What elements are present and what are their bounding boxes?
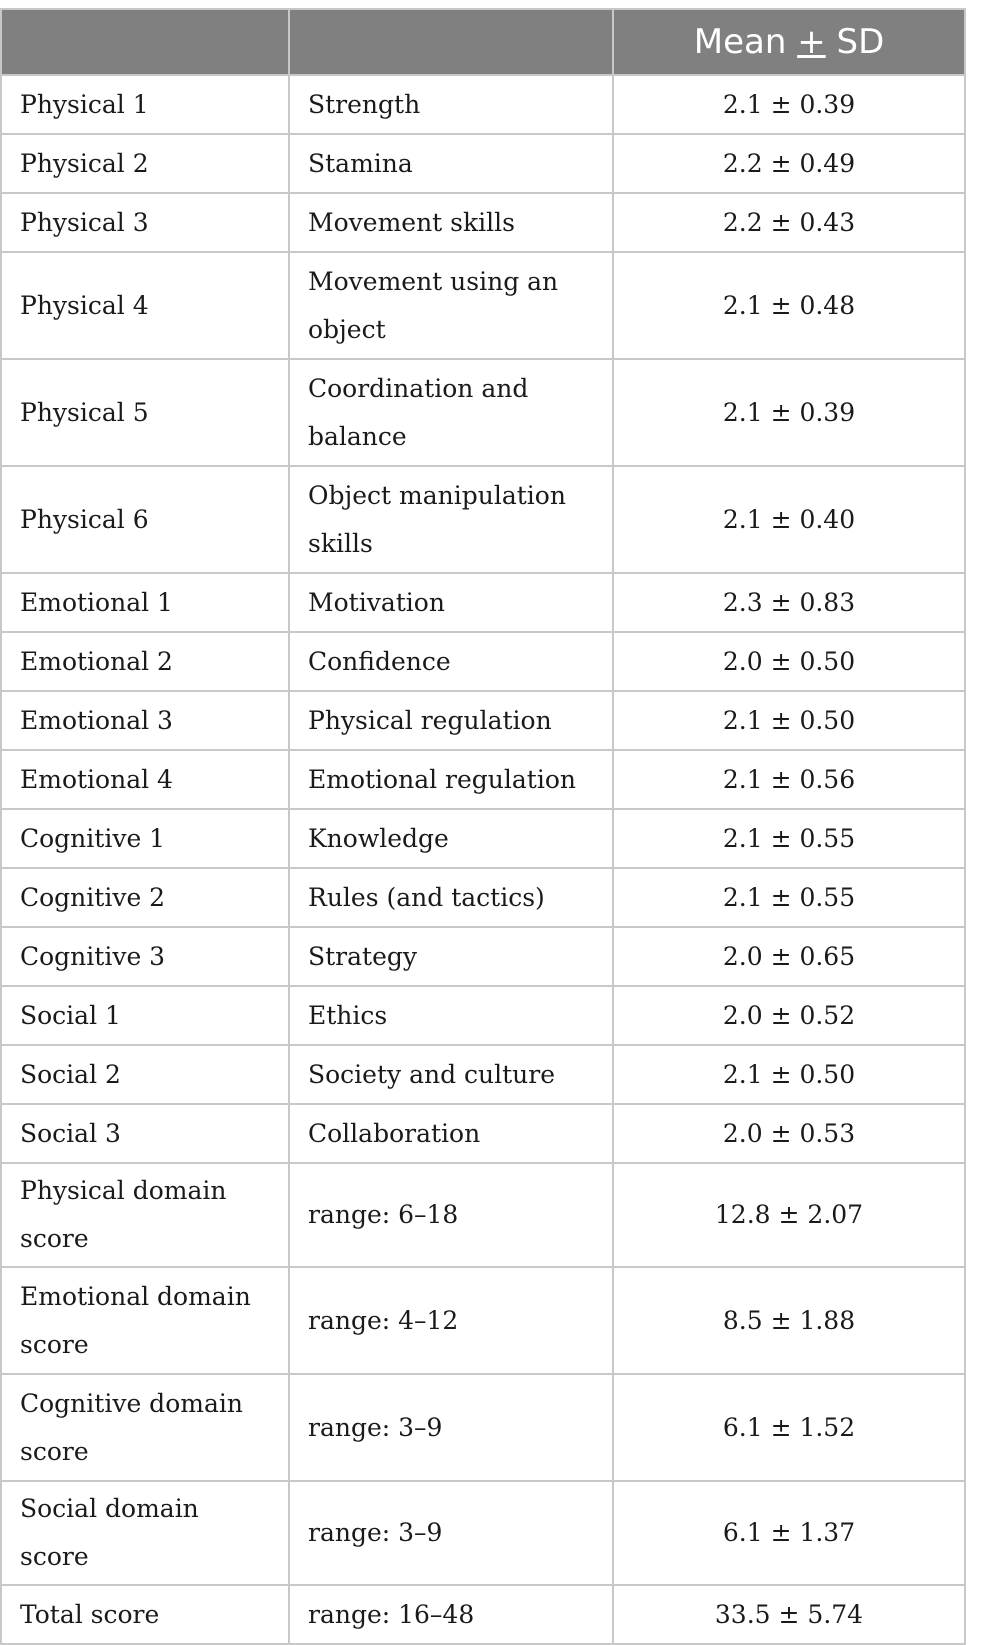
cell-description: range: 3–9 — [289, 1481, 613, 1585]
cell-mean-sd: 2.3 ± 0.83 — [613, 573, 965, 632]
cell-description: range: 16–48 — [289, 1585, 613, 1644]
cell-item: Physical 1 — [1, 75, 289, 134]
cell-item: Emotional 1 — [1, 573, 289, 632]
table-row — [1, 750, 965, 809]
table-row — [1, 1104, 965, 1163]
cell-item: Physical domain score — [1, 1163, 289, 1267]
cell-description: Movement using an object — [289, 252, 613, 359]
table-row — [1, 1045, 965, 1104]
cell-description: Collaboration — [289, 1104, 613, 1163]
table-row — [1, 134, 965, 193]
cell-description: range: 6–18 — [289, 1163, 613, 1267]
cell-mean-sd: 33.5 ± 5.74 — [613, 1585, 965, 1644]
header-mean-label: Mean — [693, 22, 798, 62]
cell-item: Cognitive 3 — [1, 927, 289, 986]
cell-mean-sd: 12.8 ± 2.07 — [613, 1163, 965, 1267]
cell-item: Total score — [1, 1585, 289, 1644]
cell-item: Cognitive 2 — [1, 868, 289, 927]
cell-item: Physical 5 — [1, 359, 289, 466]
cell-mean-sd: 2.1 ± 0.56 — [613, 750, 965, 809]
header-sd-label: SD — [825, 22, 885, 62]
cell-description: Emotional regulation — [289, 750, 613, 809]
cell-description: range: 3–9 — [289, 1374, 613, 1481]
cell-mean-sd: 2.1 ± 0.39 — [613, 75, 965, 134]
header-row — [1, 9, 965, 75]
cell-item: Physical 4 — [1, 252, 289, 359]
cell-description: Society and culture — [289, 1045, 613, 1104]
table-body — [1, 75, 965, 1644]
table-row — [1, 809, 965, 868]
cell-description: Stamina — [289, 134, 613, 193]
table-row — [1, 1481, 965, 1585]
header-plus-minus: + — [797, 22, 826, 62]
table-row — [1, 193, 965, 252]
cell-mean-sd: 2.0 ± 0.65 — [613, 927, 965, 986]
cell-description: Knowledge — [289, 809, 613, 868]
cell-mean-sd: 2.0 ± 0.53 — [613, 1104, 965, 1163]
cell-description: Strength — [289, 75, 613, 134]
table-row — [1, 359, 965, 466]
table-row — [1, 573, 965, 632]
cell-mean-sd: 2.1 ± 0.40 — [613, 466, 965, 573]
header-cell-mean-sd — [613, 9, 965, 75]
cell-item: Physical 3 — [1, 193, 289, 252]
cell-item: Cognitive 1 — [1, 809, 289, 868]
cell-item: Social 3 — [1, 1104, 289, 1163]
cell-description: Rules (and tactics) — [289, 868, 613, 927]
cell-description: Motivation — [289, 573, 613, 632]
table-row — [1, 466, 965, 573]
cell-mean-sd: 2.1 ± 0.55 — [613, 809, 965, 868]
cell-mean-sd: 8.5 ± 1.88 — [613, 1267, 965, 1374]
cell-item: Social domain score — [1, 1481, 289, 1585]
cell-item: Cognitive domain score — [1, 1374, 289, 1481]
cell-description: Movement skills — [289, 193, 613, 252]
cell-mean-sd: 2.1 ± 0.50 — [613, 691, 965, 750]
cell-mean-sd: 2.1 ± 0.50 — [613, 1045, 965, 1104]
table-row — [1, 252, 965, 359]
cell-mean-sd: 2.1 ± 0.48 — [613, 252, 965, 359]
cell-description: Strategy — [289, 927, 613, 986]
cell-item: Emotional 3 — [1, 691, 289, 750]
table-row — [1, 1585, 965, 1644]
cell-item: Emotional domain score — [1, 1267, 289, 1374]
cell-item: Social 1 — [1, 986, 289, 1045]
table-row — [1, 1163, 965, 1267]
cell-item: Physical 2 — [1, 134, 289, 193]
table-row — [1, 986, 965, 1045]
table-row — [1, 691, 965, 750]
cell-description: Physical regulation — [289, 691, 613, 750]
data-table-container — [0, 8, 964, 1645]
cell-description: Coordination and balance — [289, 359, 613, 466]
cell-item: Social 2 — [1, 1045, 289, 1104]
cell-mean-sd: 2.1 ± 0.39 — [613, 359, 965, 466]
table-header — [1, 9, 965, 75]
cell-description: Confidence — [289, 632, 613, 691]
table-row — [1, 1267, 965, 1374]
table-row — [1, 927, 965, 986]
table-row — [1, 868, 965, 927]
cell-mean-sd: 6.1 ± 1.37 — [613, 1481, 965, 1585]
cell-mean-sd: 2.2 ± 0.49 — [613, 134, 965, 193]
cell-mean-sd: 2.0 ± 0.50 — [613, 632, 965, 691]
table-row — [1, 1374, 965, 1481]
cell-mean-sd: 2.0 ± 0.52 — [613, 986, 965, 1045]
scores-table — [0, 8, 966, 1645]
table-row — [1, 632, 965, 691]
cell-description: Object manipulation skills — [289, 466, 613, 573]
cell-description: range: 4–12 — [289, 1267, 613, 1374]
table-row — [1, 75, 965, 134]
cell-item: Emotional 2 — [1, 632, 289, 691]
cell-mean-sd: 2.2 ± 0.43 — [613, 193, 965, 252]
cell-mean-sd: 2.1 ± 0.55 — [613, 868, 965, 927]
cell-mean-sd: 6.1 ± 1.52 — [613, 1374, 965, 1481]
header-cell-description — [289, 9, 613, 75]
cell-item: Emotional 4 — [1, 750, 289, 809]
header-cell-item — [1, 9, 289, 75]
cell-item: Physical 6 — [1, 466, 289, 573]
cell-description: Ethics — [289, 986, 613, 1045]
